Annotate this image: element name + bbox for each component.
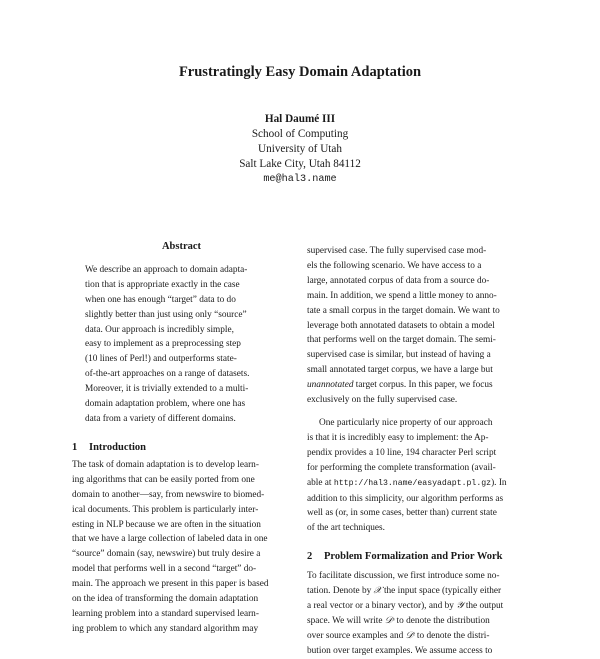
body-line: able at http://hal3.name/easyadapt.pl.gz). In: [307, 477, 507, 488]
script-url-link[interactable]: http://hal3.name/easyadapt.pl.gz: [333, 478, 492, 488]
section-number: 1: [72, 441, 78, 453]
body-line: is that it is incredibly easy to implement: the Ap-: [307, 432, 489, 443]
body-line: pendix provides a 10 line, 194 character Perl script: [307, 447, 497, 458]
body-line: unannotated target corpus. In this paper, we focus: [307, 380, 493, 391]
body-line: ing algorithms that can be easily ported from one: [72, 474, 255, 485]
section-title: Problem Formalization and Prior Work: [324, 551, 503, 563]
author-email: me@hal3.name: [263, 174, 337, 185]
abstract-line: We describe an approach to domain adapta-: [85, 264, 248, 275]
section-heading-problem-formalization: [307, 549, 528, 564]
left-column: [72, 240, 291, 637]
abstract-line: data. Our approach is incredibly simple,: [85, 324, 234, 335]
body-line: for performing the complete transformation (avail-: [307, 462, 496, 473]
math-source-distribution: 𝒟ˢ: [384, 615, 395, 626]
affiliation-line: University of Utah: [258, 143, 342, 155]
section-heading-introduction: [72, 440, 291, 455]
body-line: space. We will write 𝒟ˢ to denote the distribution: [307, 615, 490, 626]
math-target-distribution: 𝒟ᵗ: [405, 630, 415, 641]
body-line: leverage both annotated datasets to obtain a model: [307, 320, 495, 331]
body-line: main. The approach we present in this paper is based: [72, 579, 269, 590]
author-block: [0, 112, 600, 187]
body-line: large, annotated corpus of data from a source do-: [307, 275, 490, 286]
paper-title: Frustratingly Easy Domain Adaptation: [178, 64, 422, 80]
affiliation-line: School of Computing: [251, 128, 349, 140]
abstract-line: domain adaptation problem, where one has: [85, 399, 246, 410]
body-line: over source examples and 𝒟ᵗ to denote the distri-: [307, 630, 490, 641]
body-line: els the following scenario. We have access to a: [307, 260, 482, 271]
body-line: learning problem into a standard supervised learn-: [72, 608, 259, 619]
scenario-paragraph: [307, 244, 528, 408]
right-column: [307, 244, 528, 659]
body-line: of the art techniques.: [307, 523, 385, 534]
body-line: bution over target examples. We assume access to: [307, 645, 493, 656]
math-output-space: 𝒴: [456, 601, 464, 612]
body-line: supervised case. The fully supervised case mod-: [307, 246, 487, 256]
affiliation-line: Salt Lake City, Utah 84112: [239, 158, 361, 170]
formalization-body: [307, 569, 528, 658]
body-line: esting in NLP because we are often in the situation: [72, 519, 261, 530]
body-line: “source” domain (say, newswire) but truly desire a: [72, 549, 261, 560]
abstract-line: (10 lines of Perl!) and outperforms state-: [85, 354, 237, 365]
section-title: Introduction: [89, 441, 146, 453]
math-input-space: 𝒳: [373, 586, 382, 597]
abstract-line: Moreover, it is trivially extended to a multi-: [85, 384, 249, 395]
body-line: that we have a large collection of labeled data in one: [72, 534, 268, 545]
body-line: supervised case is similar, but instead of having a: [307, 350, 491, 361]
author-name: Hal Daumé III: [264, 113, 336, 125]
section-number: 2: [307, 551, 313, 563]
body-line: addition to this simplicity, our algorithm performs as: [307, 493, 504, 504]
body-line: ical documents. This problem is particularly inter-: [72, 504, 259, 515]
abstract-line: slightly better than just using only “source”: [85, 309, 247, 320]
body-line: small annotated target corpus, we have a large but: [307, 365, 493, 376]
body-line: To facilitate discussion, we first introduce some no-: [307, 571, 500, 582]
body-line: well as (or, in some cases, better than) current state: [307, 508, 497, 519]
body-line: exclusively on the fully supervised case.: [307, 395, 458, 406]
introduction-body: [72, 458, 291, 637]
body-line: One particularly nice property of our approach: [319, 417, 493, 428]
body-line: on the idea of transforming the domain adaptation: [72, 594, 259, 605]
body-line: tate a small corpus in the target domain. We want to: [307, 305, 500, 316]
abstract-line: easy to implement as a preprocessing step: [85, 339, 241, 350]
body-line: domain to another—say, from newswire to biomed-: [72, 489, 265, 500]
implementation-paragraph: [307, 416, 528, 536]
abstract-body: [72, 263, 291, 427]
body-line: ing problem to which any standard algorithm may: [72, 623, 259, 634]
body-line: a real vector or a binary vector), and by 𝒴 the output: [307, 601, 504, 612]
emphasis-unannotated: unannotated: [307, 380, 354, 391]
body-line: The task of domain adaptation is to develop learn-: [72, 459, 259, 470]
body-line: that performs well on the target domain. The semi-: [307, 335, 496, 346]
abstract-line: of-the-art approaches on a range of datasets.: [85, 369, 250, 380]
abstract-line: when one has enough “target” data to do: [85, 294, 236, 305]
body-line: model that performs well in a second “target” do-: [72, 564, 257, 575]
abstract-line: data from a variety of different domains.: [85, 413, 236, 424]
abstract-heading: Abstract: [161, 241, 202, 252]
body-line: tation. Denote by 𝒳 the input space (typically either: [307, 586, 502, 597]
body-line: main. In addition, we spend a little money to anno-: [307, 290, 497, 301]
abstract-line: tion that is appropriate exactly in the case: [85, 279, 240, 290]
